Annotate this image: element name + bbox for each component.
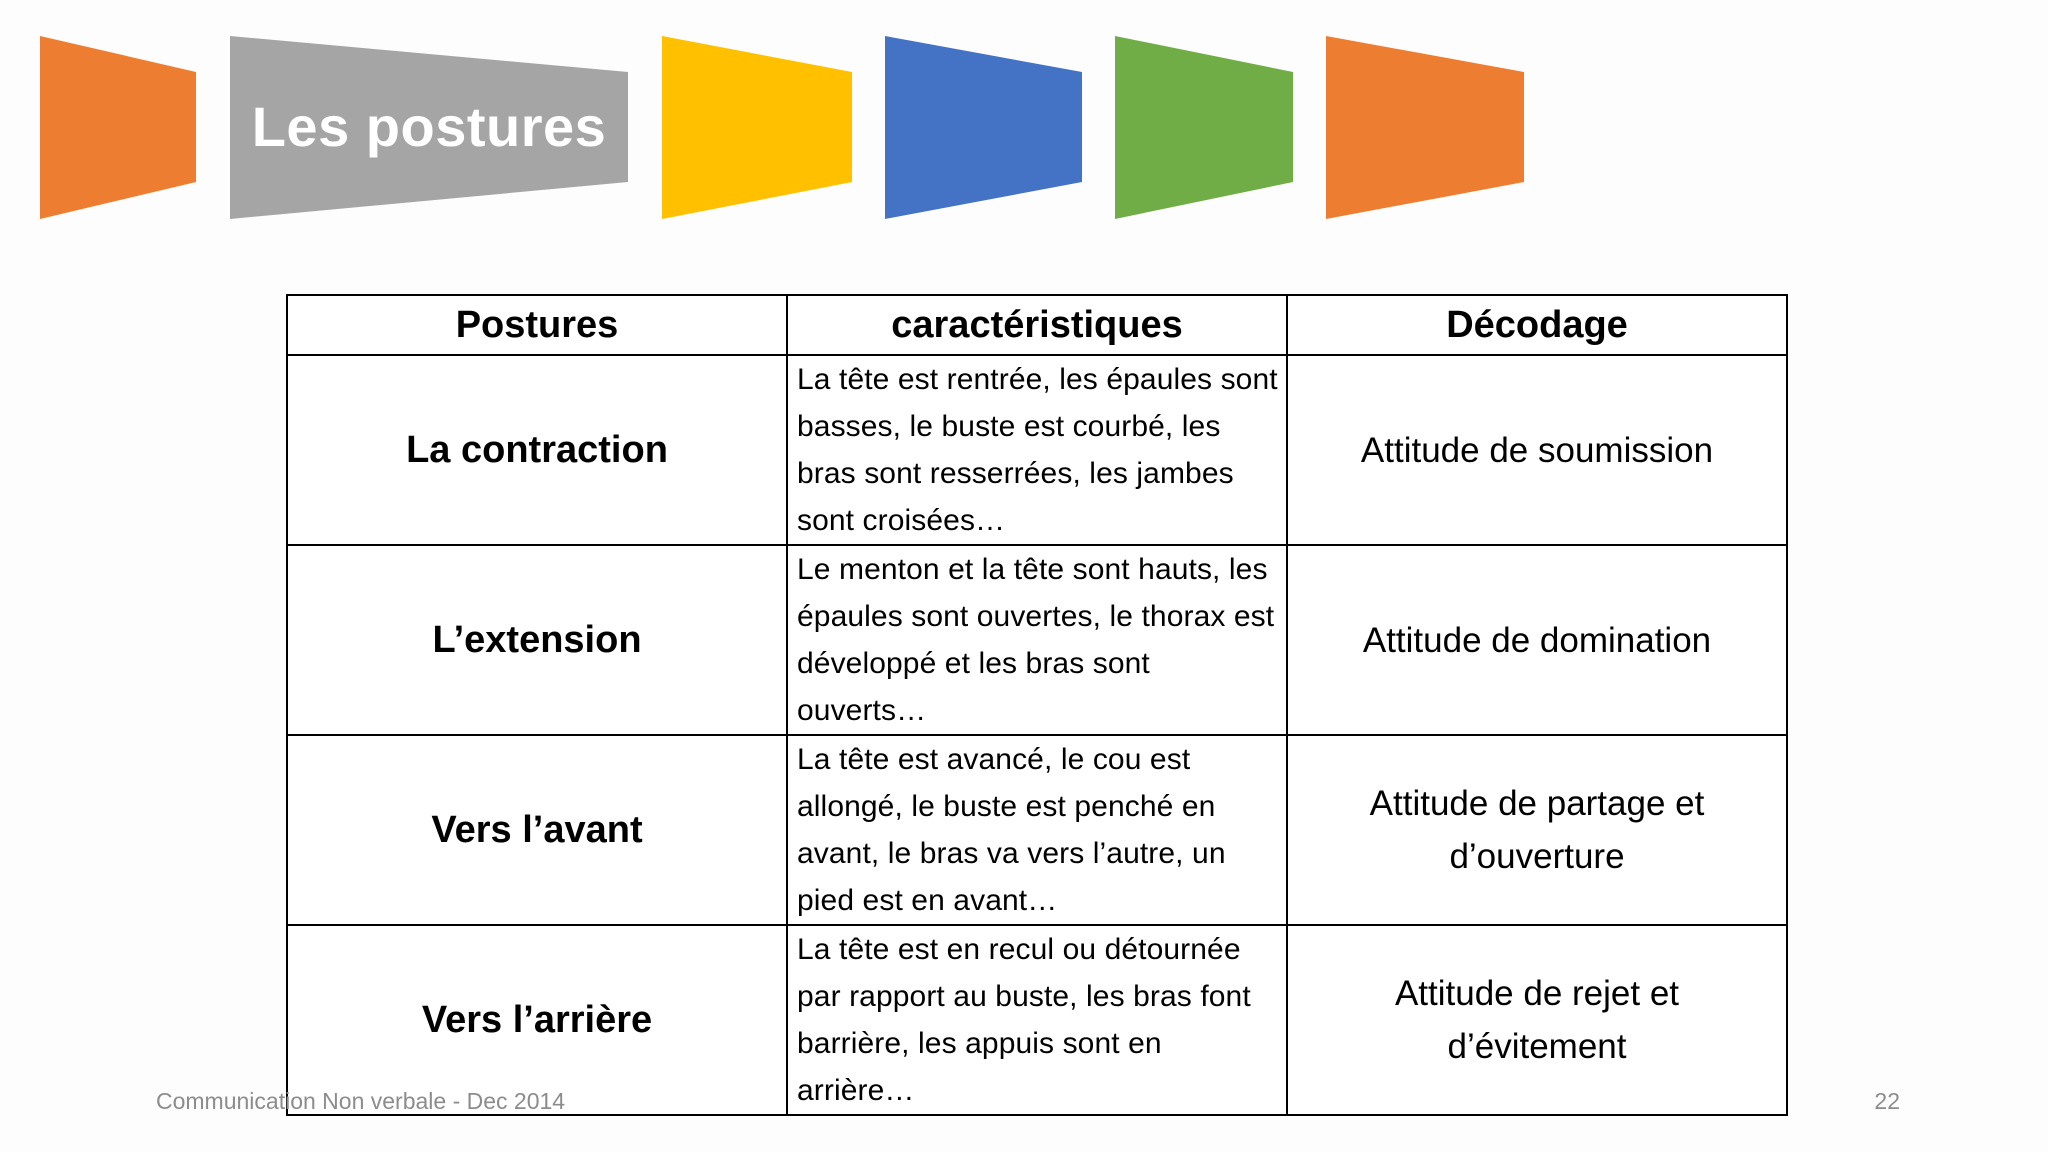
banner-shape-blue (885, 36, 1082, 219)
posture-description: Le menton et la tête sont hauts, les épaules sont ouvertes, le thorax est développé et les bras sont ouverts… (787, 545, 1287, 735)
banner-shape-yellow (662, 36, 852, 219)
table-row (287, 355, 1787, 545)
table-row (287, 545, 1787, 735)
posture-name: L’extension (287, 545, 787, 735)
posture-description: La tête est rentrée, les épaules sont basses, le buste est courbé, les bras sont resserrées, les jambes sont croisées… (787, 355, 1287, 545)
posture-name: La contraction (287, 355, 787, 545)
posture-decoding: Attitude de rejet et d’évitement (1287, 925, 1787, 1115)
posture-name: Vers l’avant (287, 735, 787, 925)
header-decodage: Décodage (1287, 295, 1787, 355)
table-row (287, 735, 1787, 925)
posture-decoding: Attitude de partage et d’ouverture (1287, 735, 1787, 925)
header-caracteristiques: caractéristiques (787, 295, 1287, 355)
posture-description: La tête est en recul ou détournée par rapport au buste, les bras font barrière, les appuis sont en arrière… (787, 925, 1287, 1115)
table-header-row (287, 295, 1787, 355)
posture-decoding: Attitude de domination (1287, 545, 1787, 735)
banner-shape-orange-right (1326, 36, 1524, 219)
posture-name: Vers l’arrière (287, 925, 787, 1115)
postures-table (286, 294, 1788, 1116)
table-row (287, 925, 1787, 1115)
banner-shape-green (1115, 36, 1293, 219)
header-postures: Postures (287, 295, 787, 355)
footer-text: Communication Non verbale - Dec 2014 (156, 1088, 566, 1114)
posture-decoding: Attitude de soumission (1287, 355, 1787, 545)
posture-description: La tête est avancé, le cou est allongé, le buste est penché en avant, le bras va vers l’autre, un pied est en avant… (787, 735, 1287, 925)
banner-shape-orange-left (40, 36, 196, 219)
slide-title: Les postures (251, 95, 607, 158)
slide-number: 22 (1874, 1088, 1900, 1114)
